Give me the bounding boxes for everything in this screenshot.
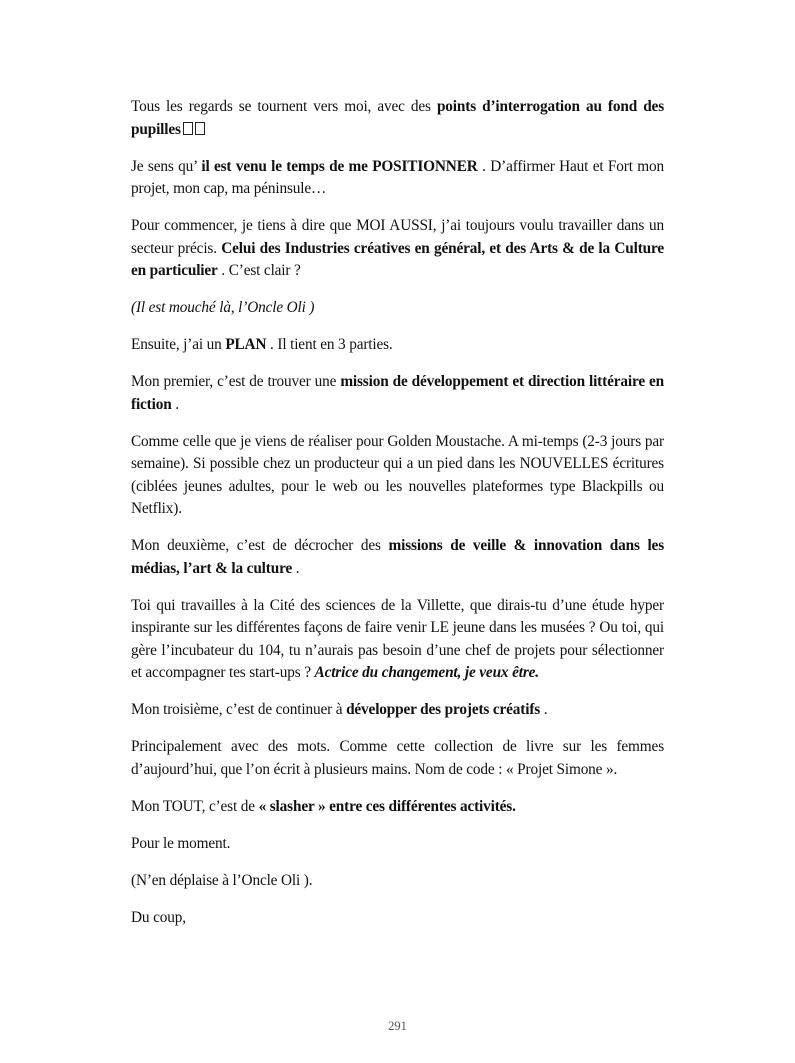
paragraph: Tous les regards se tournent vers moi, avec des points d’interrogation au fond des pupilles: [131, 98, 664, 138]
paragraph: Mon premier, c’est de trouver une mission de développement et direction littéraire en fiction .: [131, 373, 664, 413]
paragraph: Ensuite, j’ai un PLAN . Il tient en 3 parties.: [131, 336, 393, 353]
missing-glyph-icon: [195, 122, 205, 135]
paragraph: Mon troisième, c’est de continuer à développer des projets créatifs .: [131, 701, 548, 718]
paragraph: (N’en déplaise à l’Oncle Oli ).: [131, 871, 313, 889]
page-number: 291: [388, 1019, 407, 1033]
paragraph: Mon deuxième, c’est de décrocher des missions de veille & innovation dans les médias, l’art & la culture .: [131, 537, 664, 577]
document-body: [131, 96, 664, 944]
paragraph: Pour commencer, je tiens à dire que MOI AUSSI, j’ai toujours voulu travailler dans un secteur précis. Celui des Industries créatives en général, et des Arts & de la Culture en particulier . C’est clair ?: [131, 217, 664, 279]
missing-glyph-icon: [183, 122, 193, 135]
paragraph: Principalement avec des mots. Comme cette collection de livre sur les femmes d’aujourd’hui, que l’on écrit à plusieurs mains. Nom de code : « Projet Simone ».: [131, 738, 664, 778]
paragraph: Toi qui travailles à la Cité des sciences de la Villette, que dirais-tu d’une étude hyper inspirante sur les différentes façons de faire venir LE jeune dans les musées ? Ou toi, qui gère l’incubateur du 104, tu n’aurais pas besoin d’une chef de projets pour sélectionner et accompagner tes start-ups ? Actrice du changement, je veux être.: [131, 596, 664, 681]
paragraph: Mon TOUT, c’est de « slasher » entre ces différentes activités.: [131, 797, 516, 815]
paragraph: Comme celle que je viens de réaliser pour Golden Moustache. A mi-temps (2-3 jours par semaine). Si possible chez un producteur qui a un pied dans les NOUVELLES écritures (ciblées jeunes adultes, pour le web ou les nouvelles plateformes type Blackpills ou Netflix).: [131, 432, 664, 517]
paragraph: Pour le moment.: [131, 834, 231, 852]
paragraph: (Il est mouché là, l’Oncle Oli ): [131, 299, 315, 316]
paragraph: Du coup,: [131, 908, 186, 926]
paragraph: Je sens qu’ il est venu le temps de me POSITIONNER . D’affirmer Haut et Fort mon projet, mon cap, ma péninsule…: [131, 157, 665, 197]
